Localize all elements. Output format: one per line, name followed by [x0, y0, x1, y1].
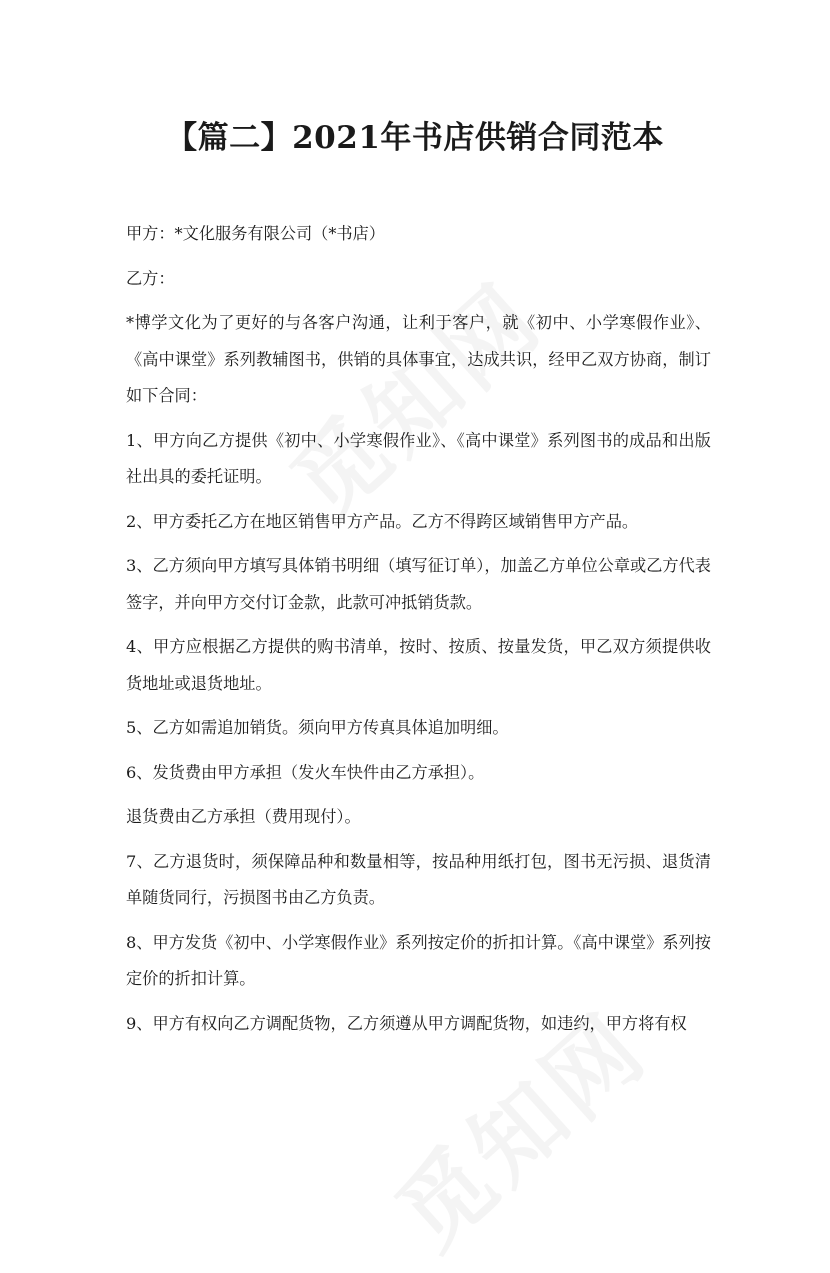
- clause-3: 3、乙方须向甲方填写具体销书明细（填写征订单），加盖乙方单位公章或乙方代表签字，并向甲方交付订金款，此款可冲抵销货款。: [126, 556, 711, 612]
- clause-4: 4、甲方应根据乙方提供的购书清单，按时、按质、按量发货，甲乙双方须提供收货地址或退货地址。: [126, 637, 711, 693]
- clause-7: 7、乙方退货时，须保障品种和数量相等，按品种用纸打包，图书无污损、退货清单随货同行，污损图书由乙方负责。: [126, 851, 711, 907]
- preamble-paragraph: *博学文化为了更好的与各客户沟通，让利于客户，就《初中、小学寒假作业》、《高中课堂》系列教辅图书，供销的具体事宜，达成共识，经甲乙双方协商，制订如下合同：: [126, 313, 711, 405]
- clause-2: 2、甲方委托乙方在地区销售甲方产品。乙方不得跨区域销售甲方产品。: [126, 511, 639, 531]
- party-a-line: 甲方：*文化服务有限公司（*书店）: [126, 224, 385, 243]
- clause-8: 8、甲方发货《初中、小学寒假作业》系列按定价的折扣计算。《高中课堂》系列按定价的折扣计算。: [126, 932, 711, 988]
- clause-5: 5、乙方如需追加销货。须向甲方传真具体追加明细。: [126, 718, 509, 737]
- document-body: [126, 216, 711, 1050]
- document-title: 【篇二】2021年书店供销合同范本: [166, 120, 664, 156]
- clause-9: 9、甲方有权向乙方调配货物，乙方须遵从甲方调配货物，如违约，甲方将有权: [126, 1013, 687, 1033]
- party-b-line: 乙方：: [126, 268, 175, 288]
- clause-6: 6、发货费由甲方承担（发火车快件由乙方承担）。: [126, 762, 485, 782]
- clause-6-note: 退货费由乙方承担（费用现付）。: [126, 807, 361, 826]
- clause-1: 1、甲方向乙方提供《初中、小学寒假作业》、《高中课堂》系列图书的成品和出版社出具的委托证明。: [126, 430, 711, 486]
